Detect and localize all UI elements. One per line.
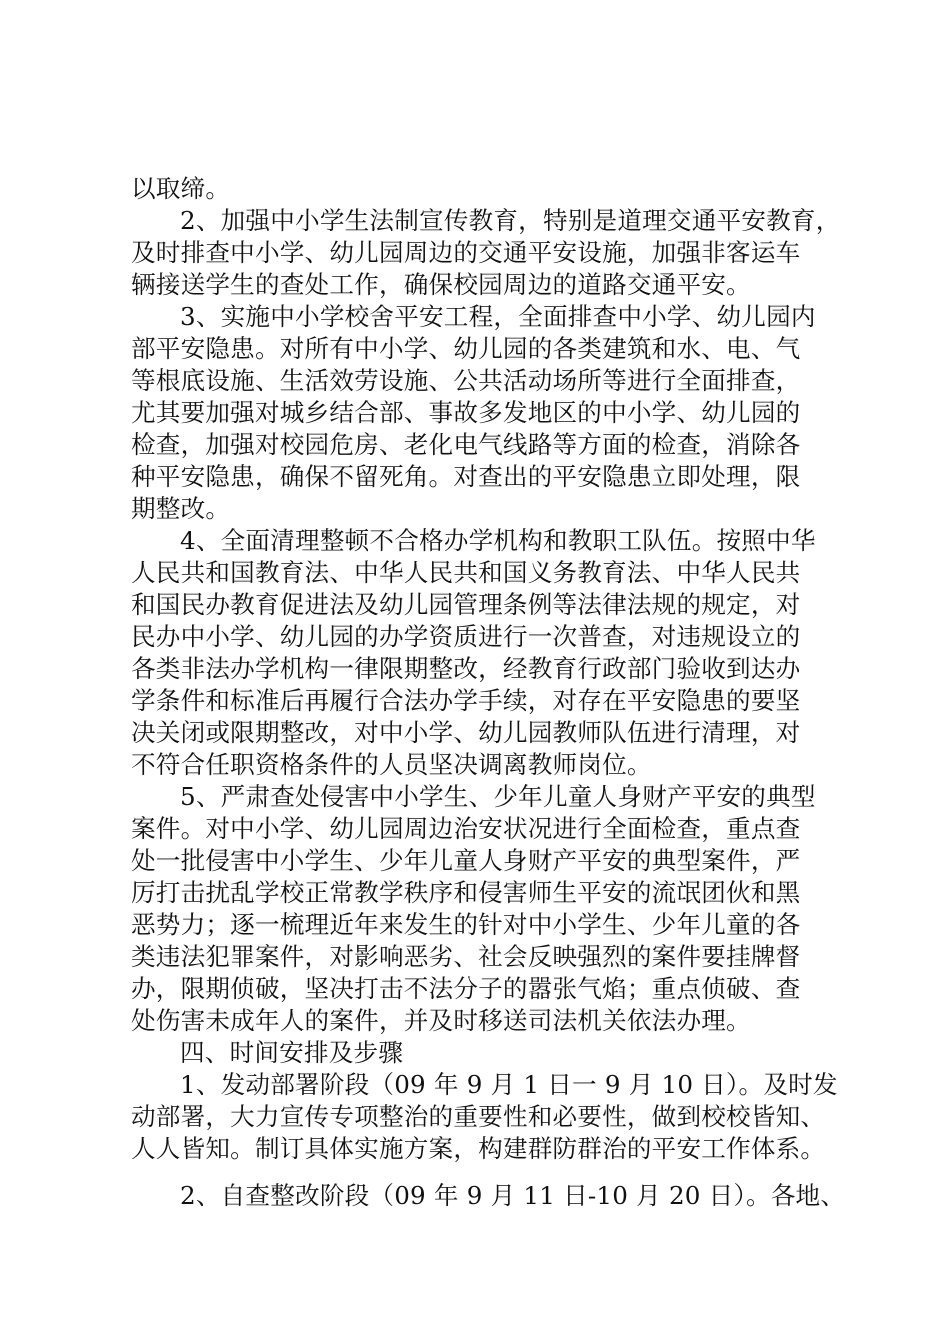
- text-line: 人民共和国教育法、中华人民共和国义务教育法、中华人民共: [131, 558, 801, 587]
- text-line: 检查，加强对校园危房、老化电气线路等方面的检查，消除各: [131, 430, 801, 459]
- text-line: 和国民办教育促进法及幼儿园管理条例等法律法规的规定，对: [131, 590, 801, 619]
- text-line: 动部署，大力宣传专项整治的重要性和必要性，做到校校皆知、: [131, 1102, 826, 1131]
- text-line: 尤其要加强对城乡结合部、事故多发地区的中小学、幼儿园的: [131, 398, 801, 427]
- text-line: 人人皆知。制订具体实施方案，构建群防群治的平安工作体系。: [131, 1134, 826, 1163]
- text-line: 辆接送学生的查处工作，确保校园周边的道路交通平安。: [131, 270, 751, 299]
- text-line: 种平安隐患，确保不留死角。对查出的平安隐患立即处理，限: [131, 462, 801, 491]
- text-line: 厉打击扰乱学校正常教学秩序和侵害师生平安的流氓团伙和黑: [131, 878, 801, 907]
- text-line: 及时排查中小学、幼儿园周边的交通平安设施，加强非客运车: [131, 238, 801, 267]
- text-line: 各类非法办学机构一律限期整改，经教育行政部门验收到达办: [131, 654, 801, 683]
- text-line: 办，限期侦破，坚决打击不法分子的嚣张气焰；重点侦破、查: [131, 974, 801, 1003]
- text-line: 以取缔。: [131, 174, 231, 203]
- text-line: 3、实施中小学校舍平安工程，全面排查中小学、幼儿园内: [180, 302, 816, 331]
- text-line: 民办中小学、幼儿园的办学资质进行一次普查，对违规设立的: [131, 622, 801, 651]
- text-line: 不符合任职资格条件的人员坚决调离教师岗位。: [131, 750, 652, 779]
- text-line: 5、严肃查处侵害中小学生、少年儿童人身财产平安的典型: [180, 782, 816, 811]
- text-line: 类违法犯罪案件，对影响恶劣、社会反映强烈的案件要挂牌督: [131, 942, 801, 971]
- text-line: 2、加强中小学生法制宣传教育，特别是道理交通平安教育，: [180, 206, 841, 235]
- text-line: 等根底设施、生活效劳设施、公共活动场所等进行全面排查，: [131, 366, 801, 395]
- text-line: 4、全面清理整顿不合格办学机构和教职工队伍。按照中华: [180, 526, 816, 555]
- text-line: 2、自查整改阶段（09 年 9 月 11 日-10 月 20 日）。各地、: [180, 1181, 846, 1210]
- section-heading: 四、时间安排及步骤: [180, 1038, 404, 1067]
- text-line: 1、发动部署阶段（09 年 9 月 1 日一 9 月 10 日）。及时发: [180, 1070, 838, 1099]
- text-line: 期整改。: [131, 494, 231, 523]
- text-line: 处一批侵害中小学生、少年儿童人身财产平安的典型案件，严: [131, 846, 801, 875]
- text-line: 处伤害未成年人的案件，并及时移送司法机关依法办理。: [131, 1006, 751, 1035]
- text-line: 恶势力；逐一梳理近年来发生的针对中小学生、少年儿童的各: [131, 910, 801, 939]
- text-line: 决关闭或限期整改，对中小学、幼儿园教师队伍进行清理，对: [131, 718, 801, 747]
- text-line: 学条件和标准后再履行合法办学手续，对存在平安隐患的要坚: [131, 686, 801, 715]
- text-line: 部平安隐患。对所有中小学、幼儿园的各类建筑和水、电、气: [131, 334, 801, 363]
- text-line: 案件。对中小学、幼儿园周边治安状况进行全面检查，重点查: [131, 814, 801, 843]
